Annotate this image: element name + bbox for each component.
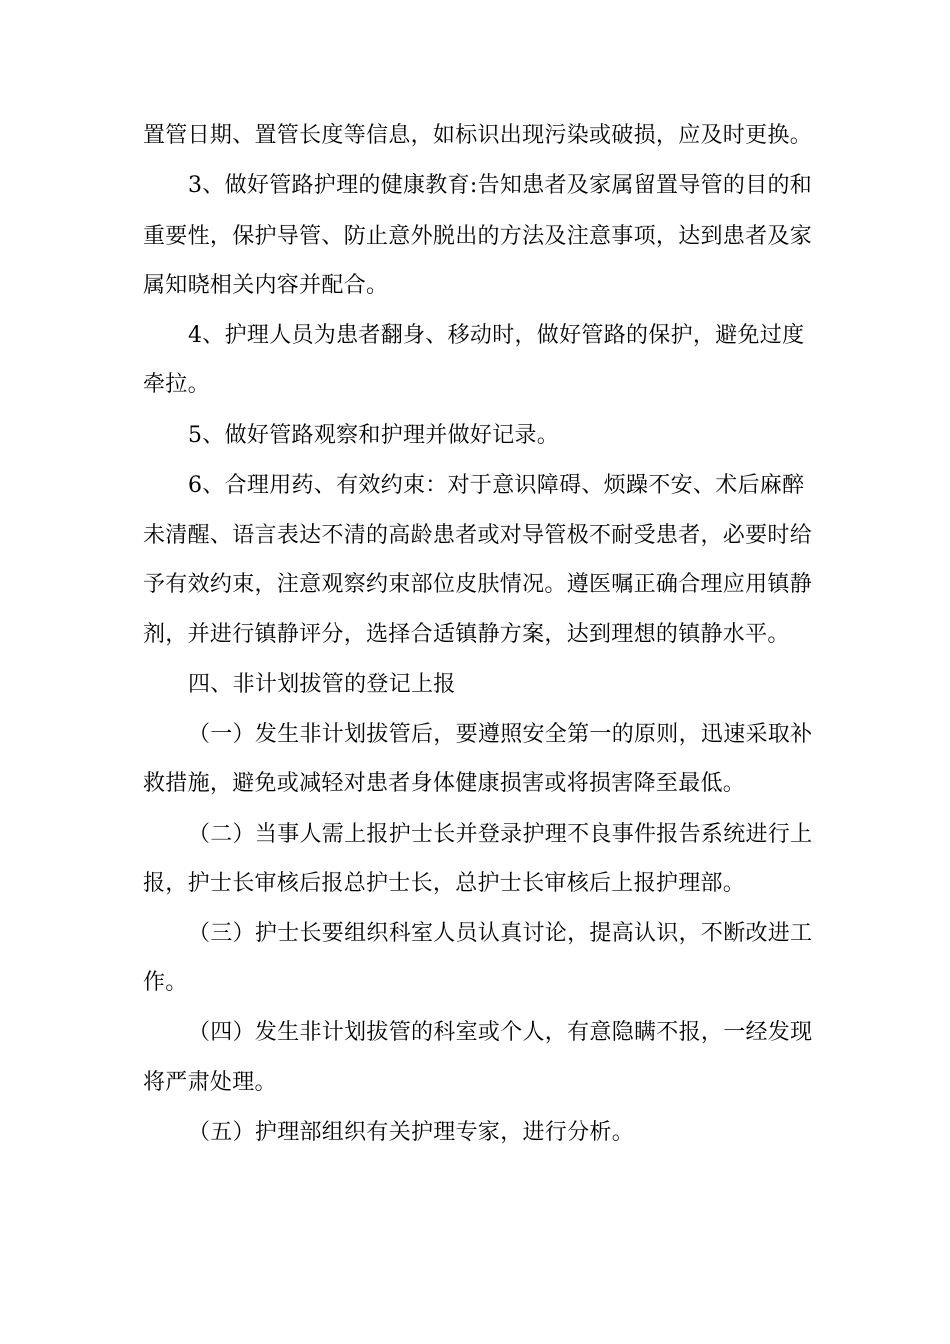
text-line: 置管日期、置管长度等信息，如标识出现污染或破损，应及时更换。 <box>143 123 813 148</box>
text-line: 3、做好管路护理的健康教育:告知患者及家属留置导管的目的和 <box>188 173 813 198</box>
text-line: 剂，并进行镇静评分，选择合适镇静方案，达到理想的镇静水平。 <box>143 622 790 647</box>
text-line: （一）发生非计划拔管后，要遵照安全第一的原则，迅速采取补 <box>188 722 813 747</box>
text-line: 6、合理用药、有效约束：对于意识障碍、烦躁不安、术后麻醉 <box>188 473 805 498</box>
text-line: 4、护理人员为患者翻身、移动时，做好管路的保护，避免过度 <box>188 323 805 348</box>
text-line: 报，护士长审核后报总护士长，总护士长审核后上报护理部。 <box>143 871 746 896</box>
text-line: 救措施，避免或减轻对患者身体健康损害或将损害降至最低。 <box>143 771 746 796</box>
section-heading: 四、非计划拔管的登记上报 <box>188 672 456 697</box>
text-line: 作。 <box>143 970 188 995</box>
text-line: （二）当事人需上报护士长并登录护理不良事件报告系统进行上 <box>188 822 813 847</box>
text-line: 重要性，保护导管、防止意外脱出的方法及注意事项，达到患者及家 <box>143 224 813 249</box>
text-line: 5、做好管路观察和护理并做好记录。 <box>188 423 560 448</box>
text-line: （五）护理部组织有关护理专家，进行分析。 <box>188 1120 635 1145</box>
text-line: （三）护士长要组织科室人员认真讨论，提高认识，不断改进工 <box>188 921 813 946</box>
text-line: 予有效约束，注意观察约束部位皮肤情况。遵医嘱正确合理应用镇静 <box>143 572 813 597</box>
text-line: 将严肃处理。 <box>143 1070 277 1095</box>
text-line: 未清醒、语言表达不清的高龄患者或对导管极不耐受患者，必要时给 <box>143 523 813 548</box>
text-line: （四）发生非计划拔管的科室或个人，有意隐瞒不报，一经发现 <box>188 1020 813 1045</box>
text-line: 属知晓相关内容并配合。 <box>143 273 389 298</box>
text-line: 牵拉。 <box>143 372 210 397</box>
